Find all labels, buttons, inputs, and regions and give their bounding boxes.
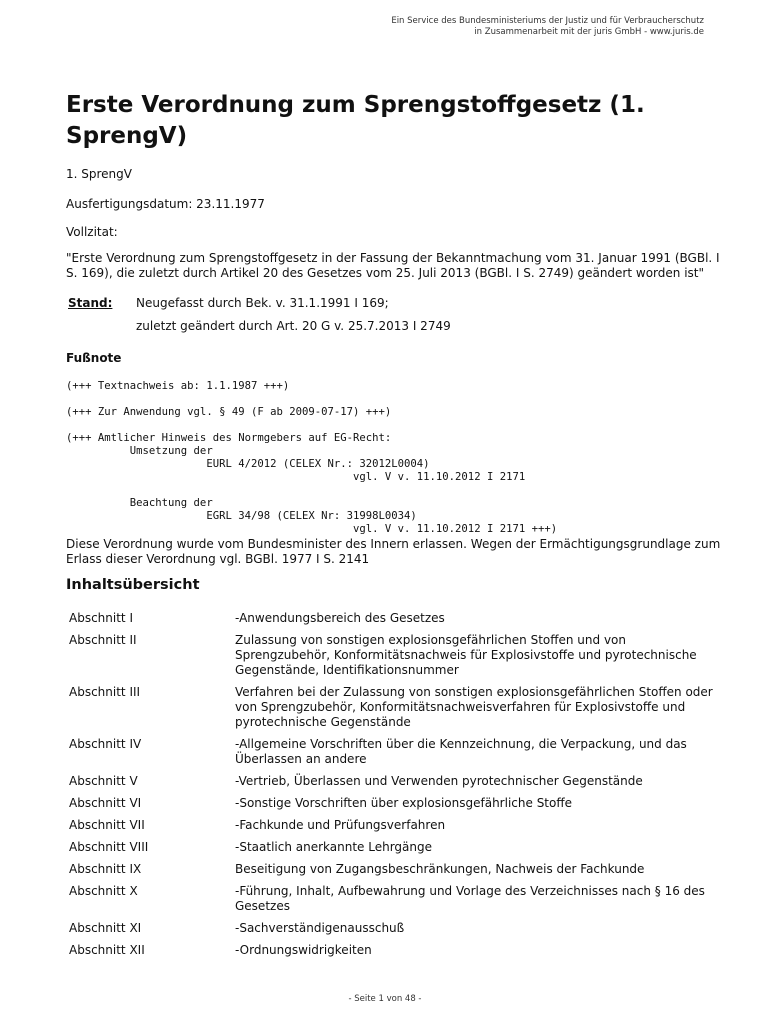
page-number-footer: - Seite 1 von 48 - <box>348 994 422 1004</box>
vollzitat-text: "Erste Verordnung zum Sprengstoffgesetz in der Fassung der Bekanntmachung vom 31. Januar 1991 (BGBl. I S. 169), die zuletzt durch Artikel 20 des Gesetzes vom 25. Juli 2013 (BGBl. I S. 2749) geändert worden ist" <box>66 251 720 280</box>
toc-section-title: -Fachkunde und Prüfungsverfahren <box>235 818 446 832</box>
toc-section-number: Abschnitt II <box>69 633 137 647</box>
fussnote-anwendung: (+++ Zur Anwendung vgl. § 49 (F ab 2009-07-17) +++) <box>66 406 392 418</box>
toc-row <box>66 884 716 914</box>
vollzitat-label: Vollzitat: <box>66 225 118 239</box>
toc-section-number: Abschnitt III <box>69 685 141 699</box>
toc-section-number: Abschnitt X <box>69 884 138 898</box>
stand-block <box>68 296 728 334</box>
toc-section-title: -Vertrieb, Überlassen und Verwenden pyrotechnischer Gegenstände <box>235 774 643 788</box>
toc-section-number: Abschnitt XII <box>69 943 145 957</box>
toc-row <box>66 943 716 958</box>
toc-row <box>66 921 716 936</box>
stand-line-1: Neugefasst durch Bek. v. 31.1.1991 I 169; <box>136 296 389 310</box>
header-line-1: Ein Service des Bundesministeriums der Justiz und für Verbraucherschutz <box>391 16 704 26</box>
toc-row <box>66 611 716 626</box>
toc-row <box>66 774 716 789</box>
toc-row <box>66 862 716 877</box>
toc-section-number: Abschnitt XI <box>69 921 142 935</box>
fussnote-eg-recht: (+++ Amtlicher Hinweis des Normgebers auf EG-Recht: Umsetzung der EURL 4/2012 (CELEX Nr.: 32012L0004) vgl. V v. 11.10.2012 I 2171 Beachtung der EGRL 34/98 (CELEX Nr: 31998L0034) vgl. V v. 11.10.2012 I 2171 +++) <box>66 432 558 535</box>
toc-row <box>66 633 716 678</box>
toc-section-number: Abschnitt V <box>69 774 138 788</box>
toc-section-number: Abschnitt IV <box>69 737 142 751</box>
toc-section-number: Abschnitt VII <box>69 818 145 832</box>
toc-row <box>66 796 716 811</box>
page-header <box>244 16 704 38</box>
toc-table <box>66 611 716 965</box>
toc-row <box>66 737 716 767</box>
toc-row <box>66 685 716 730</box>
toc-section-title: Verfahren bei der Zulassung von sonstigen explosionsgefährlichen Stoffen oder von Sprengzubehör, Konformitätsnachweisverfahren für Explosivstoffe und pyrotechnische Gegenstände <box>235 685 713 729</box>
erlassen-text: Diese Verordnung wurde vom Bundesminister des Innern erlassen. Wegen der Ermächtigungsgrundlage zum Erlass dieser Verordnung vgl. BGBl. 1977 I S. 2141 <box>66 537 721 566</box>
toc-row <box>66 840 716 855</box>
toc-section-title: -Sonstige Vorschriften über explosionsgefährliche Stoffe <box>235 796 573 810</box>
fussnote-heading: Fußnote <box>66 351 122 365</box>
ausfertigungsdatum: Ausfertigungsdatum: 23.11.1977 <box>66 197 265 211</box>
toc-section-title: -Staatlich anerkannte Lehrgänge <box>235 840 432 854</box>
fussnote-textnachweis: (+++ Textnachweis ab: 1.1.1987 +++) <box>66 380 290 392</box>
toc-section-number: Abschnitt VI <box>69 796 142 810</box>
stand-label: Stand: <box>68 296 113 310</box>
toc-section-title: -Führung, Inhalt, Aufbewahrung und Vorlage des Verzeichnisses nach § 16 des Gesetzes <box>235 884 705 913</box>
header-line-2: in Zusammenarbeit mit der juris GmbH - www.juris.de <box>474 27 704 37</box>
toc-section-title: -Anwendungsbereich des Gesetzes <box>235 611 445 625</box>
toc-section-number: Abschnitt I <box>69 611 133 625</box>
abbreviation: 1. SprengV <box>66 167 132 181</box>
toc-section-title: -Ordnungswidrigkeiten <box>235 943 372 957</box>
toc-row <box>66 818 716 833</box>
toc-section-title: Beseitigung von Zugangsbeschränkungen, Nachweis der Fachkunde <box>235 862 645 876</box>
toc-section-title: -Sachverständigenausschuß <box>235 921 405 935</box>
toc-section-number: Abschnitt VIII <box>69 840 149 854</box>
toc-section-number: Abschnitt IX <box>69 862 142 876</box>
stand-line-2: zuletzt geändert durch Art. 20 G v. 25.7.2013 I 2749 <box>136 319 451 333</box>
toc-section-title: -Allgemeine Vorschriften über die Kennzeichnung, die Verpackung, und das Überlassen an andere <box>235 737 687 766</box>
inhaltsuebersicht-heading: Inhaltsübersicht <box>66 577 200 593</box>
document-title: Erste Verordnung zum Sprengstoffgesetz (1. SprengV) <box>66 92 645 149</box>
toc-section-title: Zulassung von sonstigen explosionsgefährlichen Stoffen und von Sprengzubehör, Konformitätsnachweis für Explosivstoffe und pyrotechnische Gegenstände, Identifikationsnummer <box>235 633 697 677</box>
